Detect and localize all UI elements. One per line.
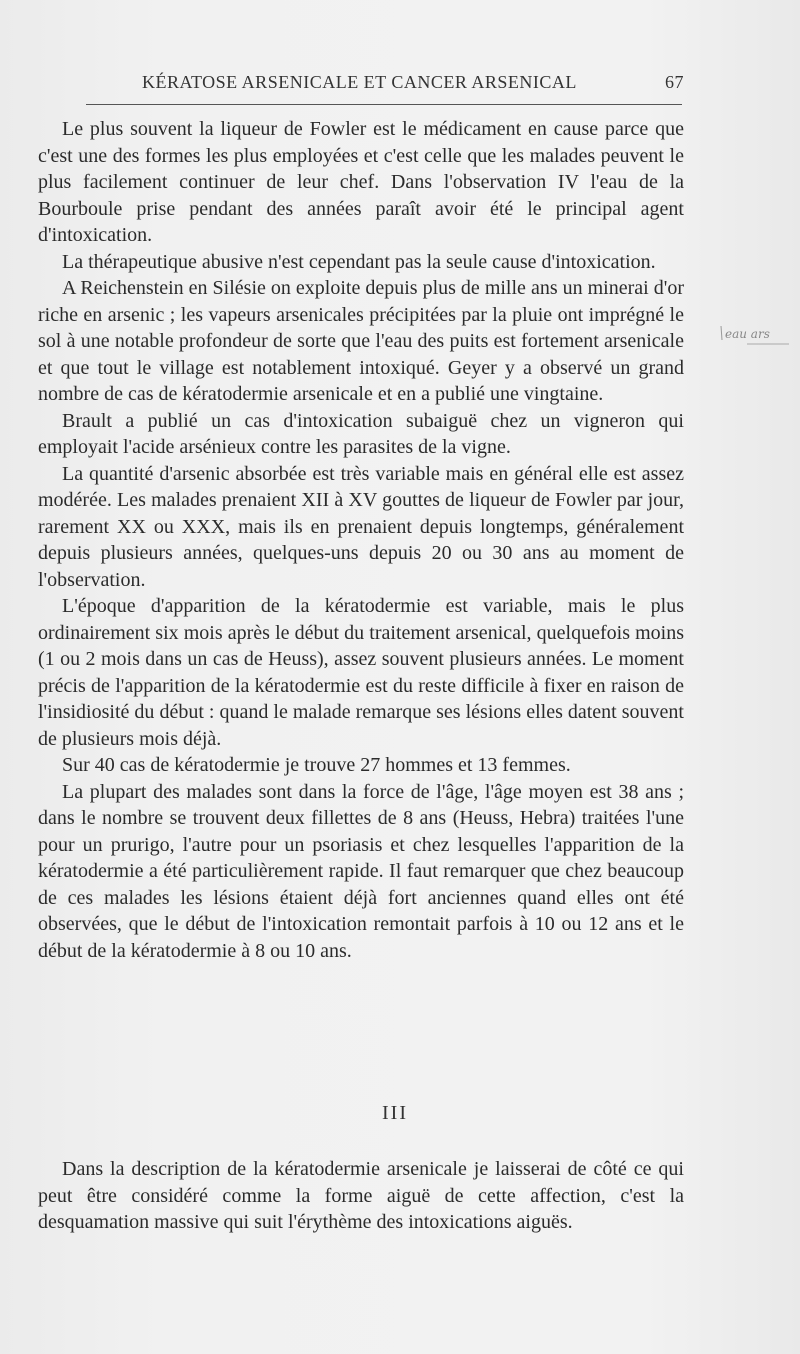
main-text <box>38 116 684 964</box>
paragraph: La plupart des malades sont dans la force de l'âge, l'âge moyen est 38 ans ; dans le nombre se trouvent deux fillettes de 8 ans (Heuss, Hebra) traitées l'une pour un prurigo, l'autre pour un psoriasis et chez lesquelles l'apparition de la kératodermie a été particulièrement rapide. Il faut remarquer que chez beaucoup de ces malades les lésions étaient déjà fort anciennes quand elles ont été observées, que le début de l'intoxication remontait parfois à 10 ou 12 ans et le début de la kératodermie à 8 ou 10 ans. <box>38 780 684 962</box>
paragraph: Dans la description de la kératodermie arsenicale je laisserai de côté ce qui peut être considéré comme la forme aiguë de cette affection, c'est la desquamation massive qui suit l'érythème des intoxications aiguës. <box>38 1158 684 1233</box>
handwritten-margin-note <box>717 318 797 358</box>
margin-note-text: eau ars <box>725 327 770 341</box>
paragraph: Brault a publié un cas d'intoxication subaiguë chez un vigneron qui employait l'acide arsénieux contre les parasites de la vigne. <box>38 409 684 458</box>
section-text <box>38 1156 684 1236</box>
paragraph: L'époque d'apparition de la kératodermie est variable, mais le plus ordinairement six mois après le début du traitement arsenical, quelquefois moins (1 ou 2 mois dans un cas de Heuss), assez souvent plusieurs années. Le moment précis de l'apparition de la kératodermie est du reste difficile à fixer en raison de l'insidiosité du début : quand le malade remarque ses lésions elles datent souvent de plusieurs mois déjà. <box>38 595 684 750</box>
header-rule <box>86 104 682 105</box>
section-number: III <box>382 1102 408 1124</box>
section-heading <box>0 1102 800 1125</box>
running-header <box>100 72 684 96</box>
paragraph: La quantité d'arsenic absorbée est très variable mais en général elle est assez modérée. Les malades prenaient XII à XV gouttes de liqueur de Fowler par jour, rarement XX ou XXX, mais ils en prenaient depuis longtemps, généralement depuis plusieurs années, quelques-uns depuis 20 ou 30 ans au moment de l'observation. <box>38 462 684 591</box>
paragraph: La thérapeutique abusive n'est cependant pas la seule cause d'intoxication. <box>62 250 656 273</box>
paragraph: A Reichenstein en Silésie on exploite depuis plus de mille ans un minerai d'or riche en arsenic ; les vapeurs arsenicales précipitées par la pluie ont imprégné le sol à une notable profondeur de sorte que l'eau des puits est fortement arsenicale et que tout le village est notablement intoxiqué. Geyer y a observé un grand nombre de cas de kératodermie arsenicale et en a publié une vingtaine. <box>38 277 684 405</box>
paragraph: Sur 40 cas de kératodermie je trouve 27 hommes et 13 femmes. <box>62 754 571 776</box>
running-title: KÉRATOSE ARSENICALE ET CANCER ARSENICAL <box>142 72 577 92</box>
page-number: 67 <box>665 72 684 92</box>
paragraph: Le plus souvent la liqueur de Fowler est le médicament en cause parce que c'est une des formes les plus employées et c'est celle que les malades peuvent le plus facilement continuer de leur chef. Dans l'observation IV l'eau de la Bourboule prise pendant des années paraît avoir été le principal agent d'intoxication. <box>38 118 684 246</box>
